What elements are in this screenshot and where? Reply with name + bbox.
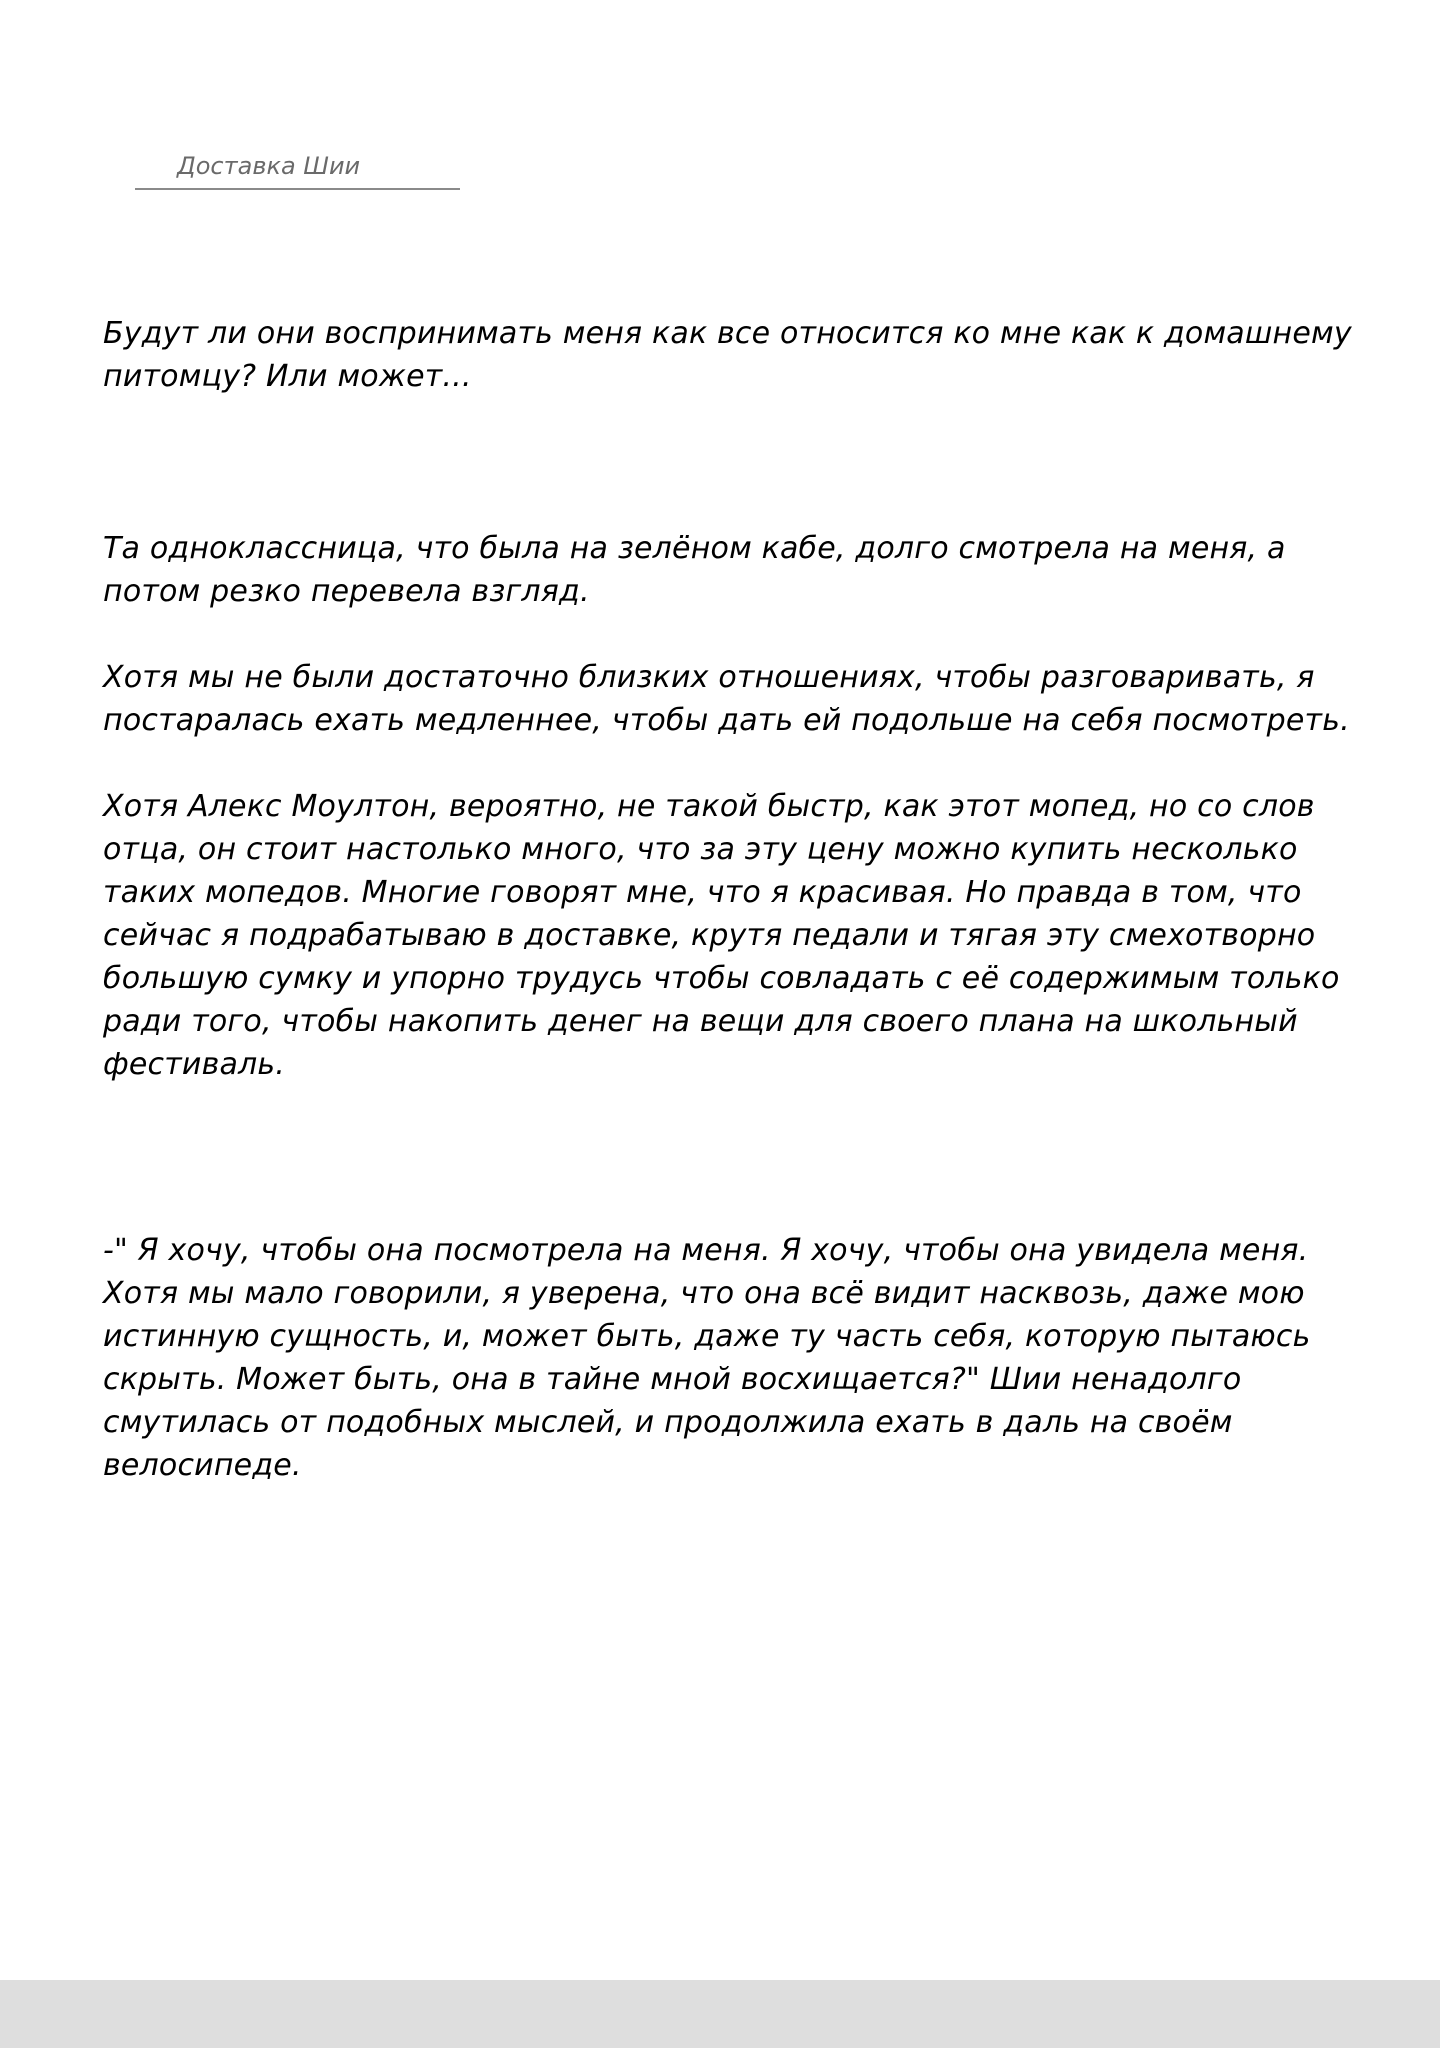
paragraph-2: Та одноклассница, что была на зелёном кабе, долго смотрела на меня, а потом резко перевела взгляд. [103, 531, 1286, 609]
chapter-title: Доставка Шии [177, 152, 361, 180]
spacer [103, 398, 1353, 527]
paragraph-5: -" Я хочу, чтобы она посмотрела на меня. Я хочу, чтобы она увидела меня. Хотя мы мало говорили, я уверена, что она всё видит насквозь, даже мою истинную сущность, и, может быть, даже ту часть себя, которую пытаюсь скрыть. Может быть, она в тайне мной восхищается?" Шии ненадолго смутилась от подобных мыслей, и продолжила ехать в даль на своём велосипеде. [103, 1233, 1311, 1483]
paragraph-1: Будут ли они воспринимать меня как все относится ко мне как к домашнему питомцу? Или может... [103, 316, 1352, 394]
page-header [135, 150, 460, 190]
spacer [103, 1086, 1353, 1229]
paragraph-3: Хотя мы не были достаточно близких отношениях, чтобы разговаривать, я постаралась ехать медленнее, чтобы дать ей подольше на себя посмотреть. [103, 660, 1350, 738]
paragraph-4: Хотя Алекс Моултон, вероятно, не такой быстр, как этот мопед, но со слов отца, он стоит настолько много, что за эту цену можно купить несколько таких мопедов. Многие говорят мне, что я красивая. Но правда в том, что сейчас я подрабатываю в доставке, крутя педали и тягая эту смехотворно большую сумку и упорно трудусь чтобы совладать с её содержимым только ради того, чтобы накопить денег на вещи для своего плана на школьный фестиваль. [103, 789, 1340, 1082]
text-body [103, 312, 1353, 1487]
footer-band [0, 1980, 1440, 2048]
spacer [103, 613, 1353, 656]
spacer [103, 742, 1353, 785]
